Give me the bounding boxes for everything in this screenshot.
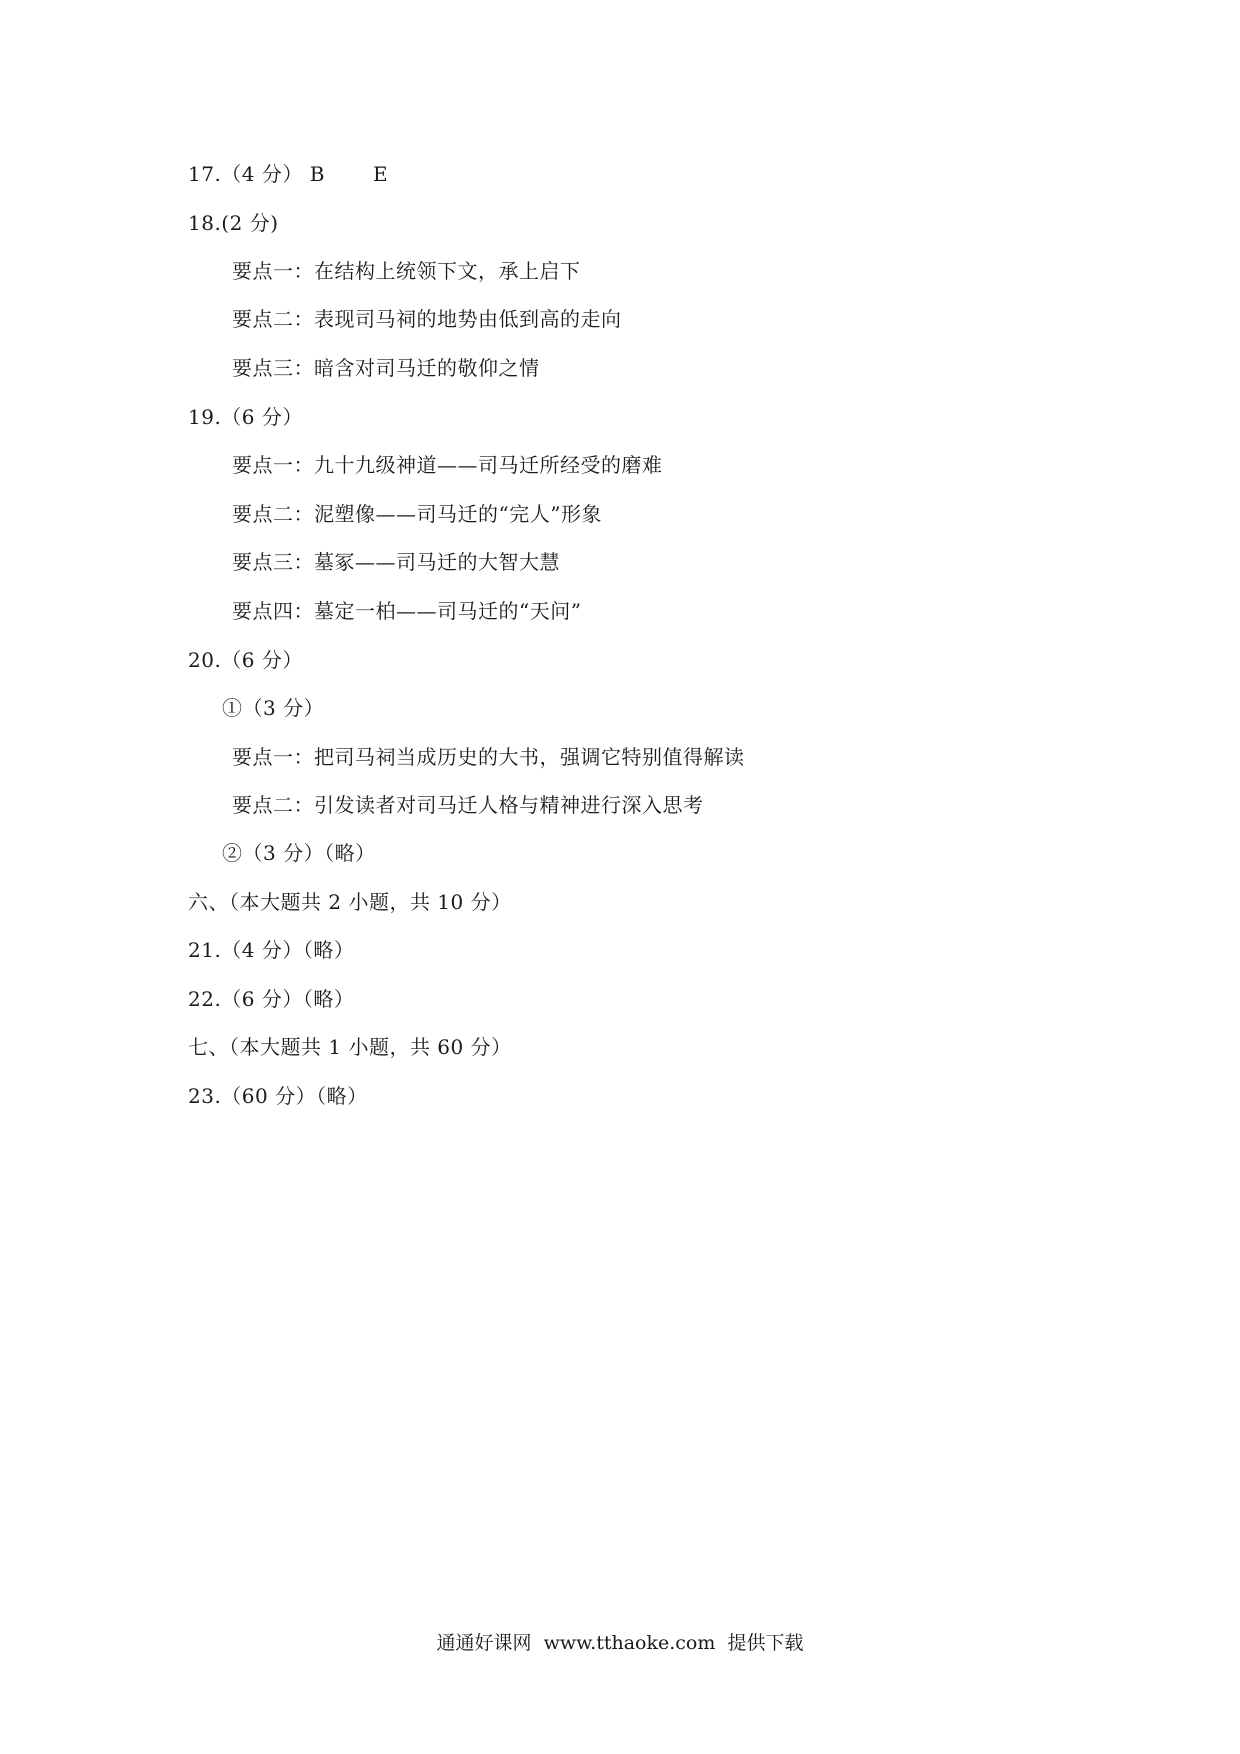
q20-point-1: 要点一：把司马祠当成历史的大书，强调它特别值得解读	[232, 745, 745, 769]
q18-heading: 18.(2 分)	[188, 211, 279, 235]
q17-answer: 17.（4 分） B E	[188, 162, 389, 186]
q23-answer: 23.（60 分）（略）	[188, 1084, 368, 1108]
q20-heading: 20.（6 分）	[188, 648, 303, 672]
q19-point-4: 要点四：墓定一柏——司马迁的“天问”	[232, 599, 582, 623]
q19-point-2: 要点二：泥塑像——司马迁的“完人”形象	[232, 502, 602, 526]
q18-point-1: 要点一：在结构上统领下文，承上启下	[232, 259, 581, 283]
page-footer: 通通好课网 www.tthaoke.com 提供下载	[436, 1632, 804, 1654]
q20-sub-1: ①（3 分）	[222, 696, 325, 720]
section-6-heading: 六、（本大题共 2 小题，共 10 分）	[188, 890, 512, 914]
q18-point-2: 要点二：表现司马祠的地势由低到高的走向	[232, 307, 622, 331]
q22-answer: 22.（6 分）（略）	[188, 987, 355, 1011]
q19-point-1: 要点一：九十九级神道——司马迁所经受的磨难	[232, 453, 663, 477]
q20-sub-2: ②（3 分）（略）	[222, 841, 376, 865]
q19-point-3: 要点三：墓冢——司马迁的大智大慧	[232, 550, 560, 574]
section-7-heading: 七、（本大题共 1 小题，共 60 分）	[188, 1035, 512, 1059]
q18-point-3: 要点三：暗含对司马迁的敬仰之情	[232, 356, 540, 380]
q20-point-2: 要点二：引发读者对司马迁人格与精神进行深入思考	[232, 793, 704, 817]
q19-heading: 19.（6 分）	[188, 405, 303, 429]
q21-answer: 21.（4 分）（略）	[188, 938, 355, 962]
